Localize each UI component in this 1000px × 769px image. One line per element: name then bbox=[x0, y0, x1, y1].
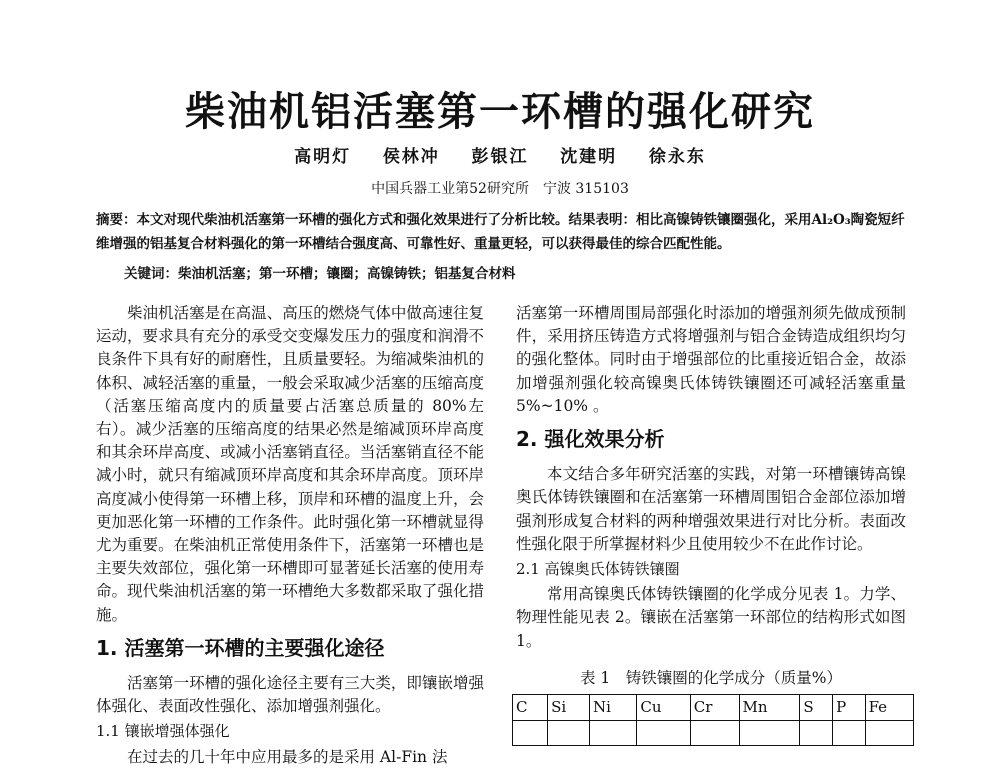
author: 侯林冲 bbox=[382, 147, 440, 167]
intro-paragraph: 柴油机活塞是在高温、高压的燃烧气体中做高速往复运动，要求具有充分的承受交变爆发压力的强度和润滑不良条件下具有好的耐磨性，且质量要轻。为缩减柴油机的体积、减轻活塞的重量，一般会采取减少活塞的压缩高度（活塞压缩高度内的质量要占活塞总质量的 80%左右）。减少活塞的压缩高度的结果必然是缩减顶环岸高度和其余环岸高度、或减小活塞销直径。当活塞销直径不能减小时，就只有缩减顶环岸高度和其余环岸高度。顶环岸高度减小使得第一环槽上移，顶岸和环槽的温度上升，会更加恶化第一环槽的工作条件。此时强化第一环槽就显得尤为重要。在柴油机正常使用条件下，活塞第一环槽也是主要失效部位，强化第一环槽即可显著延长活塞的使用寿命。现代柴油机活塞的第一环槽绝大多数都采取了强化措施。 bbox=[96, 304, 484, 624]
affiliation: 中国兵器工业第52研究所 宁波 315103 bbox=[371, 181, 629, 197]
subsection-1-1-heading: 1.1 镶嵌增强体强化 bbox=[96, 722, 230, 741]
table-1-caption: 表 1 铸铁镶圈的化学成分（质量%） bbox=[579, 668, 843, 687]
abstract: 摘要：本文对现代柴油机活塞第一环槽的强化方式和强化效果进行了分析比较。结果表明：相比高镍铸铁镶圈强化，采用Al₂O₃陶瓷短纤维增强的铝基复合材料强化的第一环槽结合强度高、可靠性好、重量更轻，可以获得最佳的综合匹配性能。 bbox=[96, 212, 905, 252]
table-header-cell: Mn bbox=[739, 695, 800, 721]
author: 徐永东 bbox=[648, 147, 706, 167]
table-1 bbox=[512, 694, 914, 746]
section-2-heading: 2. 强化效果分析 bbox=[516, 427, 665, 452]
right-paragraph-1: 活塞第一环槽周围局部强化时添加的增强剂须先做成预制件，采用挤压铸造方式将增强剂与铝合金铸造成组织均匀的强化整体。同时由于增强部位的比重接近铝合金，故添加增强剂强化较高镍奥氏体铸铁镶圈还可减轻活塞重量 5%~10% 。 bbox=[516, 304, 906, 415]
right-column bbox=[516, 302, 906, 746]
author: 彭银江 bbox=[471, 147, 529, 167]
author-list bbox=[0, 142, 1000, 167]
table-header-cell: Ni bbox=[590, 695, 637, 721]
table-header-cell: S bbox=[800, 695, 833, 721]
table-header-cell: Fe bbox=[865, 695, 913, 721]
table-header-cell: P bbox=[833, 695, 865, 721]
left-column bbox=[96, 302, 484, 769]
table-header-row bbox=[513, 695, 914, 721]
subsection-2-1-heading: 2.1 高镍奥氏体铸铁镶圈 bbox=[516, 560, 680, 579]
cut-off-line: 在过去的几十年中应用最多的是采用 Al-Fin 法 bbox=[127, 747, 448, 766]
author: 高明灯 bbox=[294, 147, 352, 167]
table-header-cell: C bbox=[513, 695, 548, 721]
keywords: 关键词：柴油机活塞；第一环槽；镶圈；高镍铸铁；铝基复合材料 bbox=[124, 266, 516, 282]
table-header-cell: Cr bbox=[690, 695, 739, 721]
section-1-paragraph: 活塞第一环槽的强化途径主要有三大类，即镶嵌增强体强化、表面改性强化、添加增强剂强化。 bbox=[96, 674, 484, 716]
paper-title: 柴油机铝活塞第一环槽的强化研究 bbox=[185, 89, 815, 135]
section-2-paragraph: 本文结合多年研究活塞的实践，对第一环槽镶铸高镍奥氏体铸铁镶圈和在活塞第一环槽周围铝合金部位添加增强剂形成复合材料的两种增强效果进行对比分析。表面改性强化限于所掌握材料少且使用较少不在此作讨论。 bbox=[516, 465, 906, 553]
author: 沈建明 bbox=[560, 147, 618, 167]
section-1-heading: 1. 活塞第一环槽的主要强化途径 bbox=[96, 635, 385, 660]
table-header-cell: Cu bbox=[637, 695, 690, 721]
table-header-cell: Si bbox=[548, 695, 590, 721]
subsection-2-1-paragraph: 常用高镍奥氏体铸铁镶圈的化学成分见表 1。力学、物理性能见表 2。镶嵌在活塞第一环部位的结构形式如图 1。 bbox=[516, 585, 906, 650]
table-row bbox=[513, 721, 914, 746]
